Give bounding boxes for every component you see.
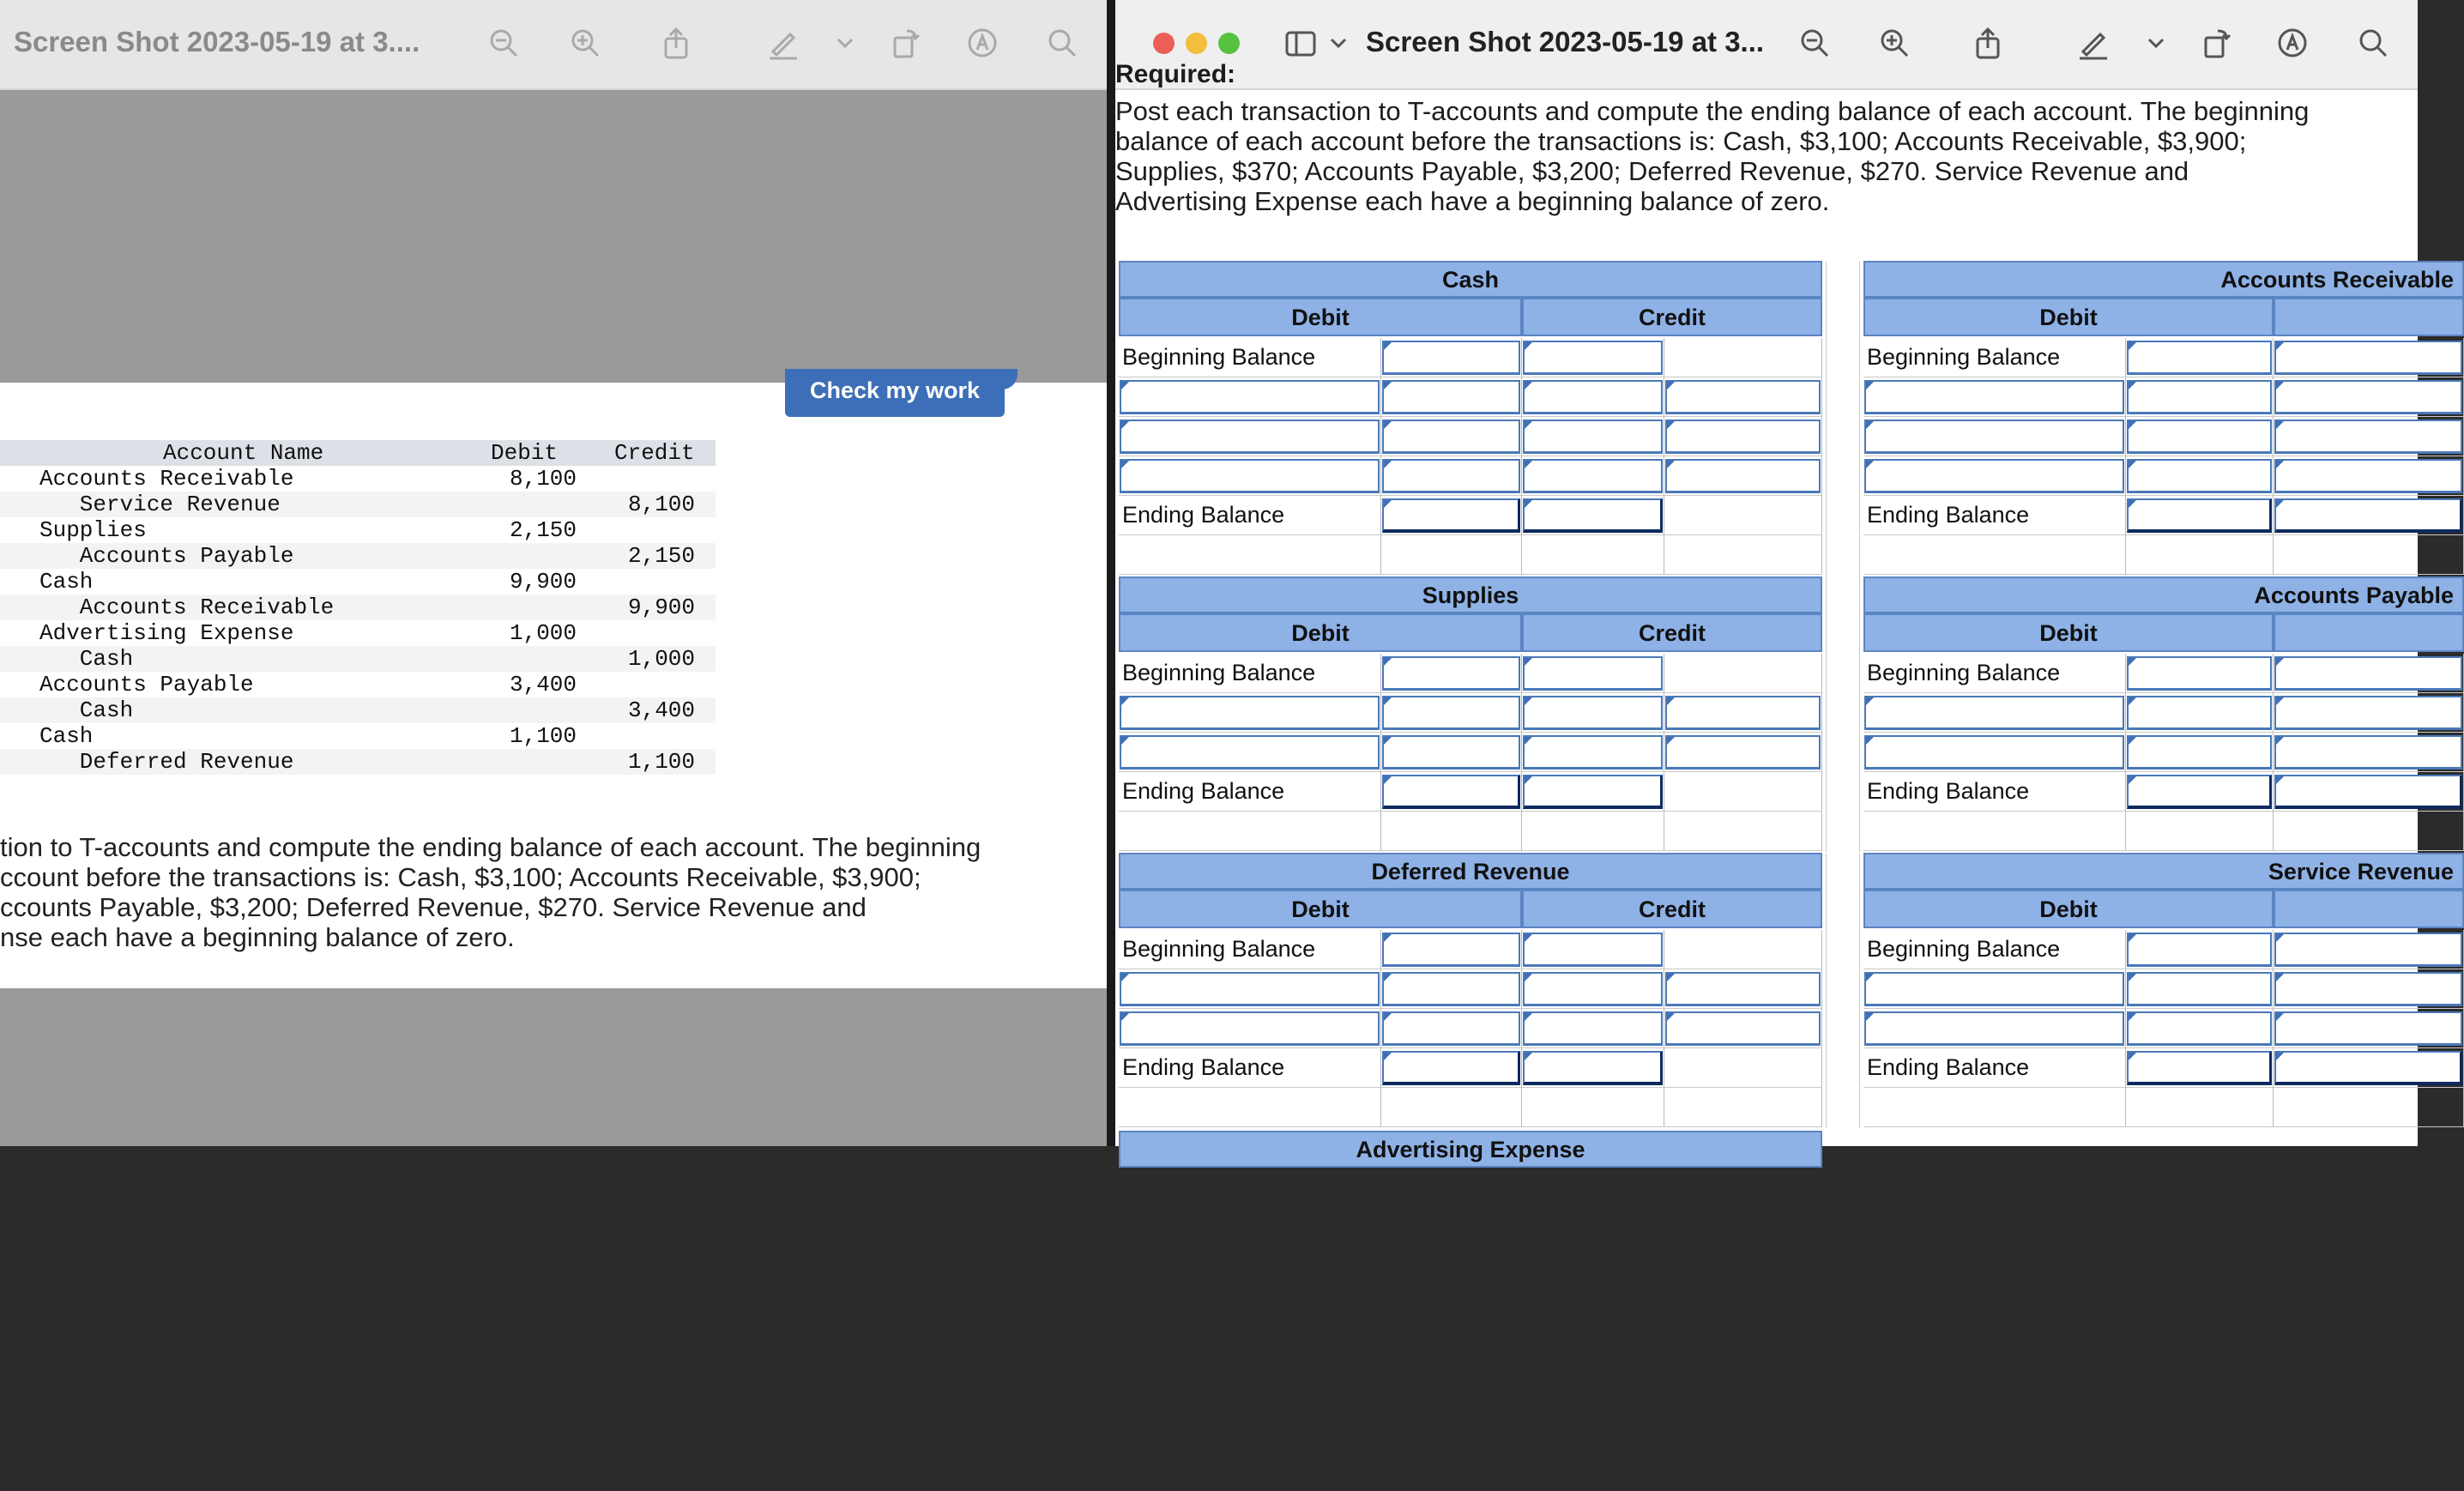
column-gap — [1826, 854, 1860, 1128]
amount-input[interactable] — [2127, 775, 2272, 809]
debit-column-header: Debit — [1119, 613, 1522, 652]
amount-input[interactable] — [1665, 380, 1821, 414]
share-icon[interactable] — [1971, 26, 2005, 60]
amount-input[interactable] — [2127, 972, 2272, 1006]
journal-row — [0, 749, 716, 775]
zoom-in-icon[interactable] — [1877, 26, 1911, 60]
amount-input[interactable] — [2127, 735, 2272, 770]
journal-account-name: Cash — [39, 569, 94, 595]
beginning-balance-label: Beginning Balance — [1119, 930, 1381, 969]
amount-input[interactable] — [1523, 498, 1663, 533]
cut-off-heading — [1115, 60, 1236, 89]
credit-header: Credit — [614, 440, 695, 466]
journal-account-name: Accounts Receivable — [39, 595, 335, 620]
zoom-out-icon[interactable] — [1797, 26, 1832, 60]
debit-column-header: Debit — [1119, 298, 1522, 336]
t-account-title: Advertising Expense — [1119, 1131, 1822, 1168]
debit-column-header: Debit — [1863, 613, 2274, 652]
amount-input[interactable] — [1382, 420, 1520, 454]
rotate-icon[interactable] — [2199, 26, 2233, 60]
amount-input[interactable] — [1864, 735, 2124, 770]
journal-account-name: Advertising Expense — [39, 620, 294, 646]
markup-pen-icon[interactable] — [766, 26, 800, 60]
journal-row — [0, 646, 716, 672]
ending-balance-label: Ending Balance — [1119, 496, 1381, 535]
amount-input[interactable] — [1523, 735, 1663, 770]
amount-input[interactable] — [1382, 696, 1520, 730]
amount-input[interactable] — [1120, 696, 1380, 730]
amount-input[interactable] — [2274, 933, 2462, 967]
markup-pen-icon[interactable] — [2076, 26, 2111, 60]
amount-input[interactable] — [1665, 972, 1821, 1006]
journal-row — [0, 517, 716, 543]
t-account-title: Deferred Revenue — [1119, 853, 1822, 890]
debit-column-header: Debit — [1863, 890, 2274, 928]
amount-input[interactable] — [1382, 735, 1520, 770]
amount-input[interactable] — [1864, 972, 2124, 1006]
journal-row — [0, 466, 716, 492]
left-preview-window — [0, 0, 1107, 1146]
amount-input[interactable] — [2274, 498, 2462, 533]
amount-input[interactable] — [2127, 1051, 2272, 1085]
journal-debit-value: 2,150 — [509, 517, 577, 543]
left-paragraph-line: tion to T-accounts and compute the ending balance of each account. The beginning — [0, 832, 981, 862]
amount-input[interactable] — [1523, 380, 1663, 414]
amount-input[interactable] — [1523, 420, 1663, 454]
journal-account-name: Accounts Payable — [39, 672, 254, 697]
amount-input[interactable] — [1382, 1051, 1520, 1085]
right-instructions-paragraph — [1115, 96, 2394, 216]
amount-input[interactable] — [2127, 696, 2272, 730]
amount-input[interactable] — [1864, 1011, 2124, 1046]
amount-input[interactable] — [2274, 735, 2462, 770]
journal-account-name: Cash — [39, 646, 134, 672]
ending-balance-label: Ending Balance — [1863, 772, 2126, 812]
amount-input[interactable] — [1382, 972, 1520, 1006]
t-account-cell — [1664, 1048, 1822, 1088]
amount-input[interactable] — [2274, 459, 2462, 493]
amount-input[interactable] — [2274, 696, 2462, 730]
amount-input[interactable] — [1120, 459, 1380, 493]
journal-credit-value: 1,100 — [627, 749, 695, 775]
amount-input[interactable] — [1523, 459, 1663, 493]
amount-input[interactable] — [1864, 380, 2124, 414]
t-account-cell — [1522, 535, 1664, 575]
amount-input[interactable] — [1864, 459, 2124, 493]
account-block-advertising-expense — [1119, 1131, 1822, 1491]
t-account-title: Accounts Receivable — [1863, 261, 2464, 298]
journal-row — [0, 492, 716, 517]
t-account-cell — [1664, 535, 1822, 575]
journal-debit-value: 1,000 — [509, 620, 577, 646]
t-account-title: Service Revenue — [1863, 853, 2464, 890]
journal-credit-value: 8,100 — [627, 492, 695, 517]
journal-debit-value: 1,100 — [509, 723, 577, 749]
journal-account-name: Accounts Receivable — [39, 466, 294, 492]
t-account-cell — [1664, 496, 1822, 535]
t-account-cell — [2274, 535, 2464, 575]
amount-input[interactable] — [1665, 696, 1821, 730]
debit-column-header: Debit — [1863, 298, 2274, 336]
journal-credit-value: 1,000 — [627, 646, 695, 672]
left-instructions-paragraph — [0, 832, 1107, 952]
ending-balance-label: Ending Balance — [1863, 1048, 2126, 1088]
ending-balance-label: Ending Balance — [1863, 496, 2126, 535]
right-paragraph-line: balance of each account before the transactions is: Cash, $3,100; Accounts Receivable, $3,900; — [1115, 126, 2247, 156]
amount-input[interactable] — [2274, 341, 2462, 375]
amount-input[interactable] — [1523, 972, 1663, 1006]
account-name-header: Account Name — [163, 440, 324, 466]
amount-input[interactable] — [2274, 1051, 2462, 1085]
column-gap — [1826, 262, 1860, 583]
close-window-button[interactable] — [1153, 33, 1175, 54]
journal-account-name: Accounts Payable — [39, 543, 294, 569]
journal-account-name: Service Revenue — [39, 492, 281, 517]
rotate-icon[interactable] — [888, 26, 922, 60]
journal-entries-table — [0, 440, 716, 775]
amount-input[interactable] — [1382, 459, 1520, 493]
amount-input[interactable] — [1382, 656, 1520, 691]
amount-input[interactable] — [2274, 1011, 2462, 1046]
right-preview-window — [1115, 0, 2454, 1162]
chevron-down-icon[interactable] — [2139, 26, 2161, 60]
t-account-cell — [2274, 812, 2464, 851]
credit-column-header: Credit — [1522, 613, 1822, 652]
journal-debit-value: 9,900 — [509, 569, 577, 595]
t-account-cell — [1381, 535, 1522, 575]
journal-account-name: Supplies — [39, 517, 147, 543]
amount-input[interactable] — [1382, 498, 1520, 533]
amount-input[interactable] — [1523, 656, 1663, 691]
zoom-in-icon[interactable] — [568, 26, 602, 60]
amount-input[interactable] — [1665, 735, 1821, 770]
journal-row — [0, 620, 716, 646]
amount-input[interactable] — [1120, 972, 1380, 1006]
amount-input[interactable] — [1382, 933, 1520, 967]
left-window-title: Screen Shot 2023-05-19 at 3.... — [14, 26, 420, 57]
credit-column-header: Credit — [1522, 890, 1822, 928]
amount-input[interactable] — [2274, 775, 2462, 809]
t-account-cell — [1381, 812, 1522, 851]
t-account-cell — [1119, 812, 1381, 851]
right-paragraph-line: Supplies, $370; Accounts Payable, $3,200; Deferred Revenue, $270. Service Revenue and — [1115, 156, 2189, 186]
t-account-cell — [1664, 772, 1822, 812]
t-account-cell — [1119, 1088, 1381, 1127]
t-account-cell — [1522, 812, 1664, 851]
t-account-cell — [1863, 812, 2126, 851]
right-window-title: Screen Shot 2023-05-19 at 3... — [1366, 26, 1765, 57]
t-account-title: Supplies — [1119, 576, 1822, 613]
amount-input[interactable] — [2127, 656, 2272, 691]
ending-balance-label: Ending Balance — [1119, 1048, 1381, 1088]
amount-input[interactable] — [2274, 420, 2462, 454]
amount-input[interactable] — [1665, 1011, 1821, 1046]
amount-input[interactable] — [2127, 341, 2272, 375]
journal-account-name: Deferred Revenue — [39, 749, 294, 775]
chevron-down-icon[interactable] — [828, 26, 850, 60]
amount-input[interactable] — [2274, 972, 2462, 1006]
t-account-cell — [1863, 1088, 2126, 1127]
t-account-title: Accounts Payable — [1863, 576, 2464, 613]
t-account-title: Cash — [1119, 261, 1822, 298]
credit-column-header-cut — [2274, 890, 2464, 928]
left-paragraph-line: ccounts Payable, $3,200; Deferred Revenue, $270. Service Revenue and — [0, 892, 867, 922]
journal-row — [0, 723, 716, 749]
debit-header: Debit — [491, 440, 559, 466]
t-account-cell — [1664, 812, 1822, 851]
sidebar-toggle-icon[interactable] — [1283, 26, 1318, 60]
journal-row — [0, 697, 716, 723]
beginning-balance-label: Beginning Balance — [1119, 338, 1381, 377]
account-block-service-revenue — [1863, 853, 2464, 1213]
account-block-accounts-receivable — [1863, 261, 2464, 621]
amount-input[interactable] — [1382, 775, 1520, 809]
right-paragraph-line: Advertising Expense each have a beginning balance of zero. — [1115, 186, 1830, 216]
credit-column-header: Credit — [1522, 298, 1822, 336]
journal-credit-value: 2,150 — [627, 543, 695, 569]
left-paragraph-line: ccount before the transactions is: Cash, $3,100; Accounts Receivable, $3,900; — [0, 862, 921, 892]
amount-input[interactable] — [1120, 380, 1380, 414]
ending-balance-label: Ending Balance — [1119, 772, 1381, 812]
cut-off-heading-text: Required: — [1115, 60, 1236, 88]
amount-input[interactable] — [1864, 696, 2124, 730]
journal-header-row — [0, 440, 716, 466]
amount-input[interactable] — [2274, 380, 2462, 414]
zoom-out-icon[interactable] — [486, 26, 521, 60]
check-my-work-button[interactable]: Check my work — [785, 369, 1005, 417]
journal-row — [0, 595, 716, 620]
amount-input[interactable] — [1120, 1011, 1380, 1046]
amount-input[interactable] — [2127, 933, 2272, 967]
beginning-balance-label: Beginning Balance — [1863, 930, 2126, 969]
search-icon[interactable] — [2356, 26, 2390, 60]
amount-input[interactable] — [1120, 420, 1380, 454]
amount-input[interactable] — [1120, 735, 1380, 770]
search-icon[interactable] — [1045, 26, 1079, 60]
journal-row — [0, 543, 716, 569]
t-account-cell — [2126, 1088, 2274, 1127]
maximize-window-button[interactable] — [1218, 33, 1240, 54]
t-account-cell — [1664, 1088, 1822, 1127]
beginning-balance-label: Beginning Balance — [1863, 338, 2126, 377]
beginning-balance-label: Beginning Balance — [1863, 654, 2126, 693]
amount-input[interactable] — [2127, 1011, 2272, 1046]
beginning-balance-label: Beginning Balance — [1119, 654, 1381, 693]
t-account-cell — [1522, 1088, 1664, 1127]
amount-input[interactable] — [1523, 341, 1663, 375]
t-account-cell — [2274, 1088, 2464, 1127]
share-icon[interactable] — [659, 26, 693, 60]
t-account-cell — [1664, 654, 1822, 693]
left-titlebar — [0, 0, 1107, 90]
t-account-cell — [1664, 338, 1822, 377]
amount-input[interactable] — [1523, 1051, 1663, 1085]
t-account-cell — [1381, 1088, 1522, 1127]
markup-circle-icon[interactable] — [965, 26, 999, 60]
debit-column-header: Debit — [1119, 890, 1522, 928]
amount-input[interactable] — [2127, 380, 2272, 414]
amount-input[interactable] — [2127, 420, 2272, 454]
minimize-window-button[interactable] — [1186, 33, 1207, 54]
journal-account-name: Cash — [39, 723, 94, 749]
journal-debit-value: 8,100 — [509, 466, 577, 492]
chevron-down-icon[interactable] — [1321, 26, 1342, 60]
journal-account-name: Cash — [39, 697, 134, 723]
amount-input[interactable] — [1523, 933, 1663, 967]
journal-row — [0, 569, 716, 595]
amount-input[interactable] — [2127, 498, 2272, 533]
amount-input[interactable] — [1864, 420, 2124, 454]
amount-input[interactable] — [1523, 775, 1663, 809]
credit-column-header-cut — [2274, 613, 2464, 652]
t-account-cell — [1119, 535, 1381, 575]
amount-input[interactable] — [2127, 459, 2272, 493]
amount-input[interactable] — [2274, 656, 2462, 691]
journal-credit-value: 9,900 — [627, 595, 695, 620]
right-titlebar — [1115, 0, 2418, 90]
account-block-cash — [1119, 261, 1822, 621]
amount-input[interactable] — [1382, 341, 1520, 375]
t-account-cell — [1863, 535, 2126, 575]
journal-debit-value: 3,400 — [509, 672, 577, 697]
left-paragraph-line: nse each have a beginning balance of zero. — [0, 922, 515, 952]
amount-input[interactable] — [1382, 380, 1520, 414]
amount-input[interactable] — [1665, 420, 1821, 454]
amount-input[interactable] — [1382, 1011, 1520, 1046]
markup-circle-icon[interactable] — [2275, 26, 2310, 60]
t-account-cell — [2126, 535, 2274, 575]
journal-row — [0, 672, 716, 697]
column-gap — [1826, 577, 1860, 852]
credit-column-header-cut — [2274, 298, 2464, 336]
t-account-cell — [2126, 812, 2274, 851]
amount-input[interactable] — [1523, 696, 1663, 730]
amount-input[interactable] — [1665, 459, 1821, 493]
t-account-cell — [1664, 930, 1822, 969]
journal-credit-value: 3,400 — [627, 697, 695, 723]
amount-input[interactable] — [1523, 1011, 1663, 1046]
right-paragraph-line: Post each transaction to T-accounts and compute the ending balance of each account. The beginning — [1115, 96, 2310, 126]
